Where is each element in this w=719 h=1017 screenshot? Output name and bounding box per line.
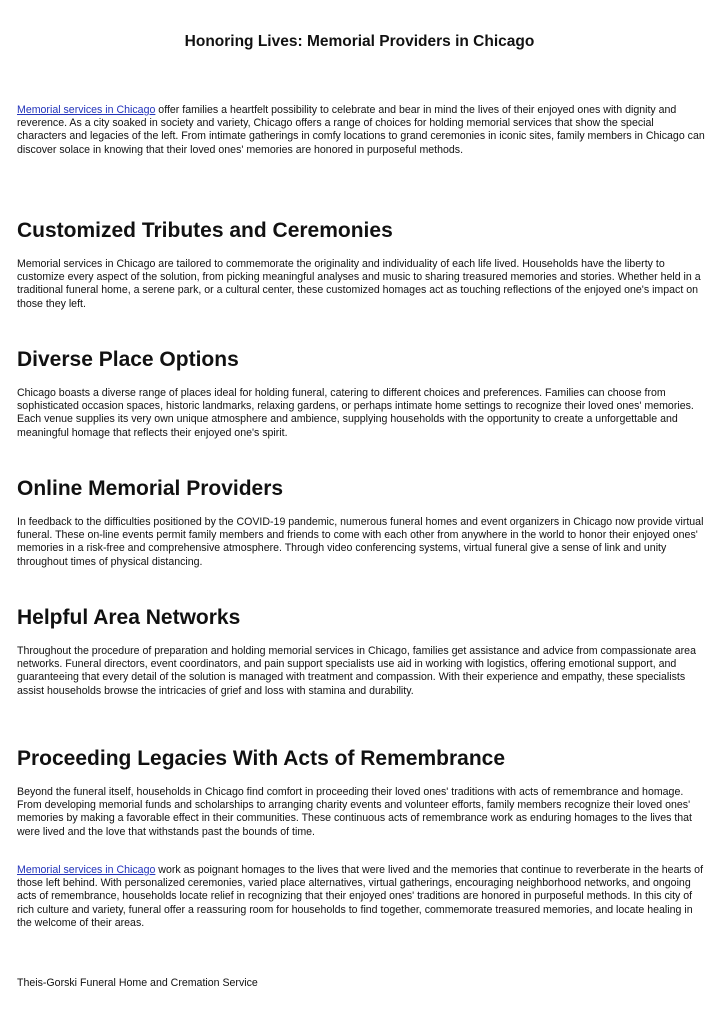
section-heading-helpful-area: Helpful Area Networks — [17, 606, 241, 629]
section-body-proceeding-legacies: Beyond the funeral itself, households in Chicago find comfort in proceeding their loved ones' traditions with acts of remembrance and homage. From developing memorial funds and scholarships to arranging charity events and volunteer efforts, family members recognize their loved ones' memories by making a favorable effect in their communities. These continuous acts of remembrance work as enduring homages to the lives that were lived and the love that withstands past the bounds of time. — [17, 786, 692, 838]
section-heading-proceeding-legacies: Proceeding Legacies With Acts of Remembrance — [17, 747, 506, 770]
page-title: Honoring Lives: Memorial Providers in Chicago — [184, 33, 535, 50]
section-body-customized-tributes: Memorial services in Chicago are tailored to commemorate the originality and individuality of each life lived. Households have the liberty to customize every aspect of the solution, from picking meaningful analyses and music to sharing treasured memories and stories. Whether held in a traditional funeral home, a serene park, or a cultural center, these customized homages act as touching reflections of the enjoyed one's impact on those they left. — [17, 258, 701, 310]
section-heading-online-memorial: Online Memorial Providers — [17, 477, 284, 500]
intro-text: offer families a heartfelt possibility to celebrate and bear in mind the lives of their enjoyed ones with dignity and reverence. As a city soaked in society and variety, Chicago offers a range of choices for holding memorial services that show the special characters and legacies of the left. From intimate gatherings in comfy locations to grand ceremonies in iconic sites, family members in Chicago can discover solace in knowing that their loved ones' memories are honored in purposeful methods. — [17, 104, 705, 156]
closing-paragraph — [17, 864, 705, 930]
section-heading-customized-tributes: Customized Tributes and Ceremonies — [17, 219, 393, 242]
memorial-services-link-closing[interactable]: Memorial services in Chicago — [17, 864, 156, 876]
memorial-services-link[interactable]: Memorial services in Chicago — [17, 104, 156, 116]
section-body-diverse-place: Chicago boasts a diverse range of places ideal for holding funeral, catering to different choices and preferences. Families can choose from sophisticated occasion spaces, historic landmarks, relaxing gardens, or perhaps intimate home settings to recognize their loved ones' memories. Each venue supplies its very own unique atmosphere and ambience, supplying households with the opportunity to create a unforgettable and meaningful homage that reflects their enjoyed one's spirit. — [17, 387, 694, 439]
section-body-online-memorial: In feedback to the difficulties positioned by the COVID-19 pandemic, numerous funeral homes and event organizers in Chicago now provide virtual funeral. These on-line events permit family members and friends to come with each other from anywhere in the world to honor their enjoyed ones' memories in a risk-free and comprehensive atmosphere. Through video conferencing systems, virtual funeral give a sense of link and unity throughout times of physical distancing. — [17, 516, 704, 568]
intro-paragraph — [17, 104, 705, 157]
section-body-helpful-area: Throughout the procedure of preparation and holding memorial services in Chicago, families get assistance and advice from compassionate area networks. Funeral directors, event coordinators, and pain support specialists use aid in working with logistics, offering emotional support, and guaranteeing that every detail of the solution is managed with treatment and compassion. With their experience and empathy, these specialists assist households browse the intricacies of grief and loss with stamina and durability. — [17, 645, 696, 697]
footer-business-name: Theis-Gorski Funeral Home and Cremation Service — [17, 977, 258, 989]
closing-text: work as poignant homages to the lives that were lived and the memories that continue to reverberate in the hearts of those left behind. With personalized ceremonies, varied place alternatives, virtual gatherings, encouraging neighborhood networks, and ongoing acts of remembrance, households locate relief in recognizing that their enjoyed ones' traditions are honored in purposeful methods. In this city of rich culture and variety, funeral offer a reassuring room for households to find together, commemorate treasured memories, and locate healing in the welcome of their areas. — [17, 864, 704, 929]
section-heading-diverse-place: Diverse Place Options — [17, 348, 239, 371]
